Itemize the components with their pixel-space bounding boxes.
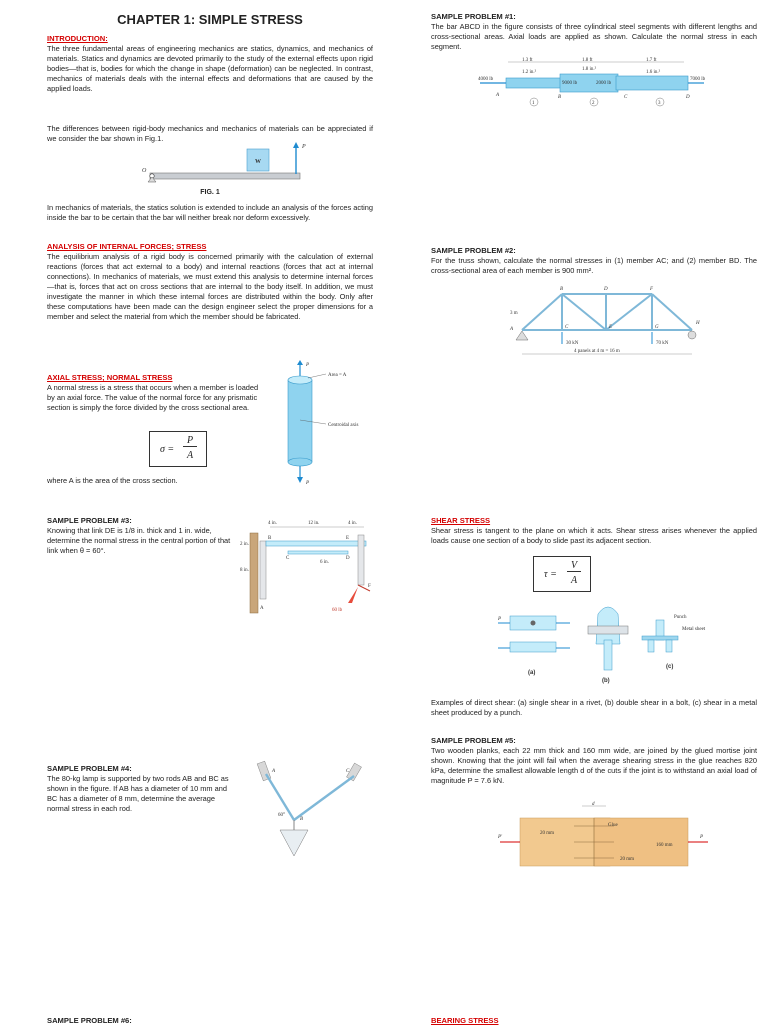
sp4-label-b: B xyxy=(300,817,304,822)
axial-paragraph: A normal stress is a stress that occurs when a member is loaded by an axial force. The value of the normal force for any prismatic section is simply the force divided by the cross sectional area. xyxy=(47,383,259,412)
sp3-load-60lb: 60 lb xyxy=(332,608,343,613)
sp3-dim-8in: 8 in. xyxy=(240,568,249,573)
sp3-text: Knowing that link DE is 1/8 in. thick and 1 in. wide, determine the normal stress in the central portion of that link when θ = 60°. xyxy=(47,526,231,555)
sp3-label-d: D xyxy=(346,556,350,561)
sp2-height: 3 m xyxy=(510,311,518,316)
sp1-len-1: 1.3 ft xyxy=(522,58,533,63)
sp4-label-c: C xyxy=(346,769,350,774)
page-title: CHAPTER 1: SIMPLE STRESS xyxy=(117,12,303,27)
fig1-caption: FIG. 1 xyxy=(200,189,220,196)
sample-problem-2 xyxy=(431,246,757,276)
sp3-heading: SAMPLE PROBLEM #3: xyxy=(47,516,132,525)
sp1-area-1: 1.2 in.² xyxy=(522,70,537,75)
sp3-dim-2in: 2 in. xyxy=(240,542,249,547)
formula-denominator: A xyxy=(186,450,194,461)
sp2-span: 4 panels at 4 m = 16 m xyxy=(574,349,620,354)
internal-forces-section xyxy=(47,242,373,322)
sp3-dim-4in-right: 4 in. xyxy=(348,521,357,526)
intro-paragraph-3-block xyxy=(47,203,373,223)
shear-paragraph: Shear stress is tangent to the plane on which it acts. Shear stress arises whenever the applied loads cause one section of a body to slide past its adjacent section. xyxy=(431,526,757,545)
sp4-angle: 60° xyxy=(278,813,285,818)
axial-cylinder-figure xyxy=(278,360,378,488)
sp3-label-b: B xyxy=(268,536,272,541)
formula-sigma: σ = xyxy=(160,444,175,455)
shear-formula-denominator: A xyxy=(570,575,578,586)
sp2-label-d: D xyxy=(604,287,608,292)
cylinder-p-bottom: P xyxy=(306,481,310,486)
sp4-heading: SAMPLE PROBLEM #4: xyxy=(47,764,132,773)
sp1-len-3: 1.7 ft xyxy=(646,58,657,63)
sp2-label-h: H xyxy=(696,321,700,326)
sp1-len-2: 1.8 ft xyxy=(582,58,593,63)
shear-examples-figure xyxy=(496,600,726,686)
shear-label-a: (a) xyxy=(528,670,536,676)
sp1-load-4000: 4000 lb xyxy=(478,77,494,82)
sp5-glue: Glue xyxy=(608,823,618,828)
shear-caption-block xyxy=(431,698,757,718)
sp1-seg-2: 2 xyxy=(592,101,595,106)
shear-punch-label: Punch xyxy=(674,615,687,620)
sp3-dim-6in: 6 in. xyxy=(320,560,329,565)
sample-problem-5 xyxy=(431,736,757,786)
sp2-load-30kn: 30 kN xyxy=(566,341,579,346)
sp1-load-2000: 2000 lb xyxy=(596,81,612,86)
sp2-heading: SAMPLE PROBLEM #2: xyxy=(431,246,516,255)
sp3-dim-4in-left: 4 in. xyxy=(268,521,277,526)
shear-sheet-label: Metal sheet xyxy=(682,627,706,632)
sp3-dim-12in: 12 in. xyxy=(308,521,320,526)
sp5-dim-160mm: 160 mm xyxy=(656,843,673,848)
sp5-dim-20mm-b: 20 mm xyxy=(620,857,635,862)
internal-forces-heading: ANALYSIS OF INTERNAL FORCES; STRESS xyxy=(47,242,207,251)
sp4-lamp-figure xyxy=(250,758,370,870)
sp1-label-c: C xyxy=(624,95,628,100)
centroidal-axis-label: Centroidal axis xyxy=(328,423,359,428)
sp1-label-a: A xyxy=(496,93,500,98)
sp1-bar-figure xyxy=(478,56,712,116)
normal-stress-formula xyxy=(149,431,207,467)
sp5-p-prime: P' xyxy=(498,835,503,840)
sp4-text: The 80-kg lamp is supported by two rods AB and BC as shown in the figure. If AB has a diameter of 10 mm and BC has a diameter of 8 mm, determine the average normal stress in each rod. xyxy=(47,774,229,813)
sp2-label-a: A xyxy=(510,327,514,332)
cylinder-p-top: P xyxy=(306,363,310,368)
sp4-label-a: A xyxy=(272,769,276,774)
bearing-heading: BEARING STRESS xyxy=(431,1016,499,1025)
shear-stress-formula xyxy=(533,556,591,592)
shear-p-label: P xyxy=(498,617,502,622)
sp1-seg-1: 1 xyxy=(532,101,535,106)
sp1-area-2: 1.8 in.² xyxy=(582,67,597,72)
sp5-label-d: d xyxy=(592,802,595,807)
sp5-heading: SAMPLE PROBLEM #5: xyxy=(431,736,516,745)
fig1-w-label: W xyxy=(255,159,261,165)
sp1-label-b: B xyxy=(558,95,562,100)
sp1-text: The bar ABCD in the figure consists of three cylindrical steel segments with different lengths and cross-sectional areas. Axial loads are applied as shown. Calculate the normal stress in each segment. xyxy=(431,22,757,51)
sp1-load-9000: 9000 lb xyxy=(562,81,578,86)
sp2-label-g: G xyxy=(655,325,659,330)
sp2-label-f: F xyxy=(650,287,654,292)
sp1-load-7000: 7000 lb xyxy=(690,77,706,82)
sp1-seg-3: 3 xyxy=(658,101,661,106)
sp5-p: P xyxy=(700,835,704,840)
shear-formula-numerator: V xyxy=(567,560,581,572)
formula-numerator: P xyxy=(183,435,197,447)
sp3-label-c: C xyxy=(286,556,290,561)
intro-heading: INTRODUCTION: xyxy=(47,34,108,43)
sample-problem-1 xyxy=(431,12,757,52)
shear-label-b: (b) xyxy=(602,678,610,684)
sp3-figure xyxy=(240,515,378,615)
intro-section xyxy=(47,34,373,94)
sp3-label-f: F xyxy=(368,584,371,589)
sp6-heading: SAMPLE PROBLEM #6: xyxy=(47,1016,132,1025)
sp5-dim-20mm-a: 20 mm xyxy=(540,831,555,836)
sample-problem-3 xyxy=(47,516,242,556)
intro-paragraph-1: The three fundamental areas of engineering mechanics are statics, dynamics, and mechanics of materials. Statics and dynamics are devoted primarily to the study of the external effects upon rigid bodies—that is, bodies for which the change in shape (deformation) can be neglected. In contrast, mechanics of materials deals with the internal effects and deformations that are caused by the applied loads. xyxy=(47,44,373,93)
shear-formula-tau: τ = xyxy=(544,569,557,580)
fig1-o-label: O xyxy=(142,168,147,174)
shear-section xyxy=(431,516,757,546)
sp1-label-d: D xyxy=(686,95,690,100)
sp1-area-3: 1.6 in.² xyxy=(646,70,661,75)
axial-section xyxy=(47,373,267,413)
intro-paragraph-2: The differences between rigid-body mechanics and mechanics of materials can be appreciated if we consider the bar shown in Fig.1. xyxy=(47,124,373,143)
fig1-p-label: P xyxy=(302,144,306,150)
sp3-label-e: E xyxy=(346,536,350,541)
sp2-load-70kn: 70 kN xyxy=(656,341,669,346)
sp2-label-b: B xyxy=(560,287,564,292)
internal-forces-paragraph: The equilibrium analysis of a rigid body is concerned primarily with the calculation of external reactions (forces that act external to a body) and internal reactions (forces that act at internal connections). In mechanics of materials, we must extend this analysis to determine internal forces—that is, forces that act on cross sections that are internal to the body itself. In addition, we must investigate the manner in which these internal forces are distributed within the body. Only after these computations have been made can the design engineer select the proper dimensions for a member and select the material from which the member should be fabricated. xyxy=(47,252,373,321)
left-column xyxy=(47,12,373,28)
shear-heading: SHEAR STRESS xyxy=(431,516,491,525)
sp1-heading: SAMPLE PROBLEM #1: xyxy=(431,12,516,21)
sp2-label-c: C xyxy=(565,325,569,330)
sp3-label-a: A xyxy=(260,606,264,611)
sp2-label-e: E xyxy=(609,325,613,330)
shear-label-c: (c) xyxy=(666,664,674,670)
axial-heading: AXIAL STRESS; NORMAL STRESS xyxy=(47,373,173,382)
sp5-text: Two wooden planks, each 22 mm thick and 160 mm wide, are joined by the glued mortise joint shown. Knowing that the joint will fail when the average shearing stress in the glue reaches 820 kPa, determine the smallest allowable length d of the cuts if the joint is to withstand an axial load of magnitude P = 7.6 kN. xyxy=(431,746,757,785)
axial-paragraph-2: where A is the area of the cross section. xyxy=(47,476,178,485)
sample-problem-4 xyxy=(47,764,239,814)
area-label: Area = A xyxy=(328,373,347,378)
sp5-joint-figure xyxy=(496,800,710,880)
sp2-text: For the truss shown, calculate the normal stresses in (1) member AC; and (2) member BD. The cross-sectional area of each member is 900 mm². xyxy=(431,256,757,275)
sp2-truss-figure xyxy=(510,282,710,372)
shear-caption: Examples of direct shear: (a) single shear in a rivet, (b) double shear in a bolt, (c) shear in a metal sheet produced by a punch. xyxy=(431,698,757,717)
intro-paragraph-3: In mechanics of materials, the statics solution is extended to include an analysis of the forces acting inside the bar to be certain that the bar will neither break nor deform excessively. xyxy=(47,203,373,222)
